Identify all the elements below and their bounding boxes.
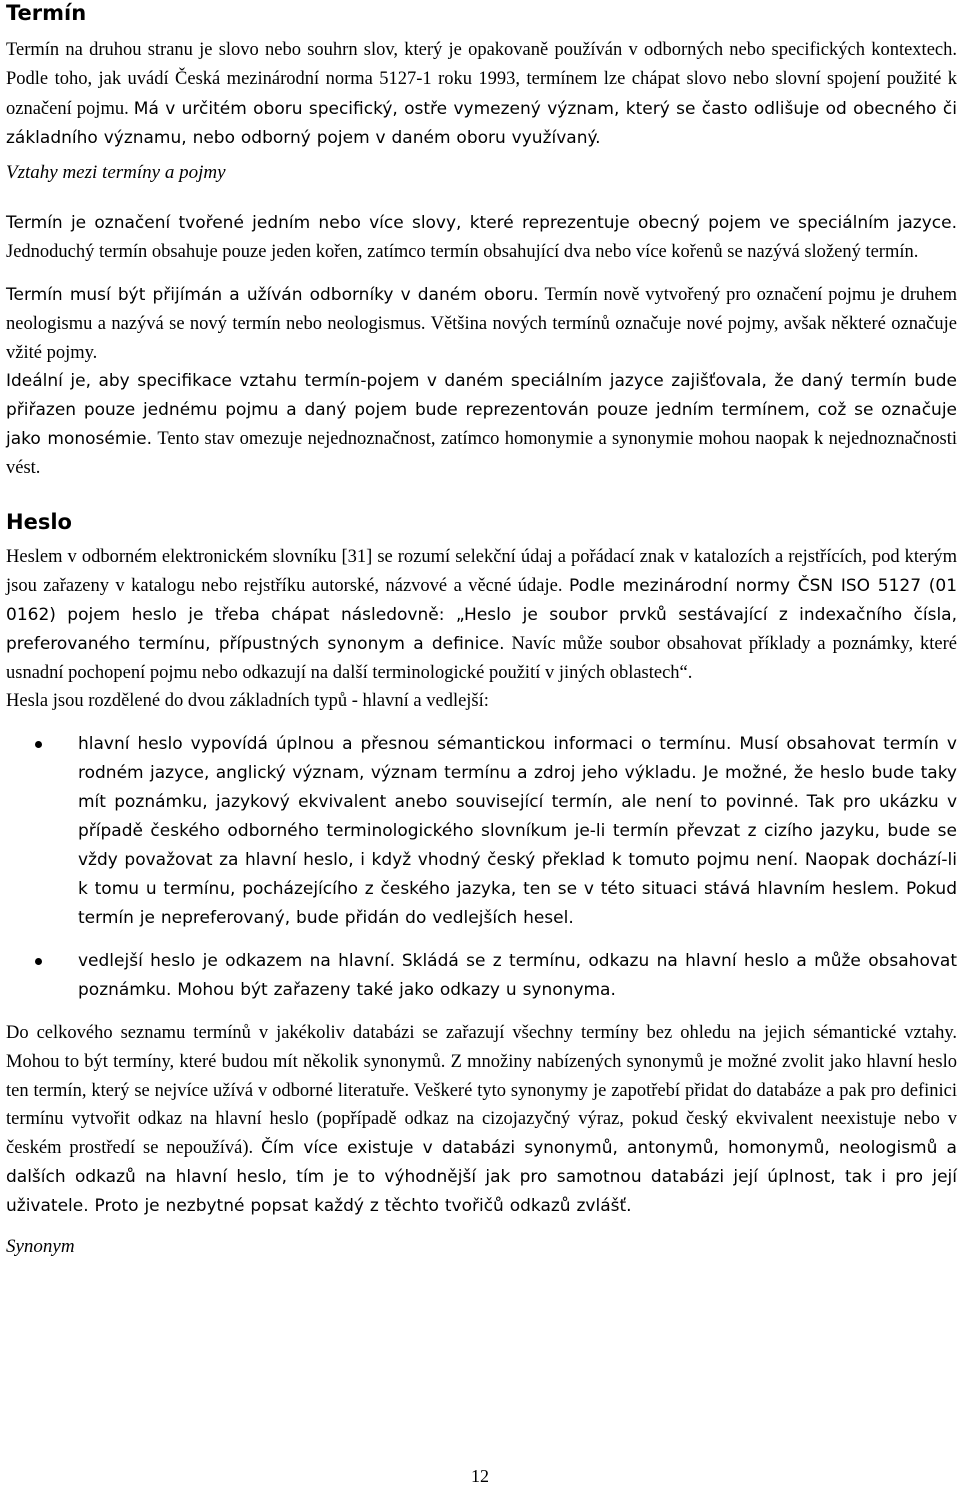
page-number: 12: [471, 1466, 489, 1486]
heslo-paragraph-1: [6, 543, 957, 687]
list-item-secondary-entry-text: [78, 947, 957, 1005]
heslo-paragraph-2: Hesla jsou rozdělené do dvou základních typů - hlavní a vedlejší:: [6, 691, 489, 712]
relations-p1-part-a: Termín je označení tvořené jedním nebo více slovy, které reprezentuje obecný pojem ve speciálním jazyce.: [6, 213, 957, 234]
heslo-p1-part-b: Podle mezinárodní normy ČSN ISO 5127 (01 0162) pojem heslo je třeba chápat následovně: „Heslo je soubor prvků sestávající z indexačního čísla, preferovaného termínu, přípustných synonym a definice.: [6, 575, 958, 654]
heslo-p3-part-a: Do celkového seznamu termínů v jakékoliv databázi se zařazují všechny termíny bez ohledu na jejich sémantické vztahy. Mohou to být termíny, které budou mít několik synonymů. Z množiny nabízených synonymů je možné zvolit jako hlavní heslo ten termín, který se nejvíce užívá v odborné literatuře. Veškeré tyto synonymy je zapotřebí přidat do databáze a pak pro definici termínu vytvořit odkaz na hlavní heslo (popřípadě odkaz na cizojazyčný výraz, pokud český ekvivalent neexistuje nebo v českém prostředí se nepoužívá).: [6, 1023, 957, 1158]
heslo-p1-part-c: Navíc může soubor obsahovat příklady a poznámky, které usnadní pochopení pojmu nebo odkazují na další terminologické použití v jiných oblastech“.: [6, 633, 957, 683]
bullet-icon: [35, 741, 42, 748]
secondary-entry-part-b: Skládá se z termínu, odkazu na hlavní heslo a může obsahovat poznámku. Mohou být zařazeny také jako odkazy u synonyma.: [78, 951, 957, 1001]
secondary-entry-part-a: vedlejší heslo je odkazem na hlavní.: [78, 951, 395, 972]
subheading-synonym: Synonym: [6, 1235, 75, 1257]
relations-p2-part-a: Termín musí být přijímán a užíván odborníky v daném oboru.: [6, 284, 539, 305]
main-entry-part-a: hlavní heslo vypovídá úplnou a přesnou sémantickou informaci o termínu. Musí obsahovat termín v rodném jazyce, anglický význam, význam termínu a zdroj jeho výkladu. Je možné, že heslo bude taky mít poznámku, jazykový ekvivalent anebo související termín, ale není to povinné.: [78, 734, 957, 813]
list-item-main-entry: [6, 730, 957, 933]
section-heading-heslo: Heslo: [6, 510, 72, 534]
relations-paragraph-3: [6, 367, 957, 483]
heslo-paragraph-3: [6, 1019, 957, 1221]
list-item-secondary-entry: [6, 947, 957, 1005]
document-page: [6, 0, 957, 1261]
relations-p3-part-a: Ideální je, aby specifikace vztahu termín-pojem v daném speciálním jazyce zajišťovala, že daný termín bude přiřazen pouze jednému pojmu a daný pojem bude reprezentován pouze jedním termínem, což se označuje jako monosémie.: [6, 371, 957, 450]
main-entry-part-b: Tak pro ukázku v případě českého odborného terminologického slovníkum je-li termín převzat z cizího jazyku, bude se vždy považovat za hlavní heslo, i když vhodný český překlad k tomuto pojmu není. Naopak dochází-li k tomu u termínu, pocházejícího z českého jazyka, ten se v této situaci stává hlavním heslem. Pokud termín je nepreferovaný, bude přidán do vedlejších hesel.: [78, 792, 958, 929]
bullet-icon: [35, 958, 42, 965]
heslo-p1-part-a: Heslem v odborném elektronickém slovníku [31] se rozumí selekční údaj a pořádací znak v katalozích a rejstřících, pod kterým jsou zařazeny v katalogu nebo rejstříku autorské, názvové a věcné údaje.: [6, 547, 957, 596]
relations-p2-part-b: Termín nově vytvořený pro označení pojmu je druhem neologismu a nazývá se nový termín nebo neologismus. Většina nových termínů označuje nové pojmy, avšak některé označuje vžité pojmy.: [6, 284, 958, 363]
termin-intro-part2: Má v určitém oboru specifický, ostře vymezený význam, který se často odlišuje od obecného či základního významu, nebo odborný pojem v daném oboru využívaný.: [6, 98, 958, 148]
termin-intro-part1: Termín na druhou stranu je slovo nebo souhrn slov, který je opakovaně používán v odborných nebo specifických kontextech. Podle toho, jak uvádí Česká mezinárodní norma 5127-1 roku 1993, termínem lze chápat slovo nebo slovní spojení použité k označení pojmu.: [6, 40, 957, 119]
section-heading-termin: Termín: [6, 1, 87, 25]
relations-p1-part-b: Jednoduchý termín obsahuje pouze jeden kořen, zatímco termín obsahující dva nebo více kořenů se nazývá složený termín.: [6, 242, 919, 263]
relations-paragraph-2: [6, 281, 957, 367]
relations-paragraph-1: [6, 209, 957, 267]
termin-intro-paragraph: [6, 36, 957, 153]
subheading-relations: Vztahy mezi termíny a pojmy: [6, 162, 226, 184]
heslo-p3-part-b: Čím více existuje v databázi synonymů, antonymů, homonymů, neologismů a dalších odkazů na hlavní heslo, tím je to výhodnější jak pro samotnou databázi její úplnost, tak i pro její uživatele. Proto je nezbytné popsat každý z těchto tvořičů odkazů zvlášť.: [6, 1137, 957, 1216]
heslo-type-list: [6, 730, 957, 1005]
relations-p3-part-b: Tento stav omezuje nejednoznačnost, zatímco homonymie a synonymie mohou naopak k nejednoznačnosti vést.: [6, 429, 957, 479]
list-item-main-entry-text: [78, 730, 957, 933]
